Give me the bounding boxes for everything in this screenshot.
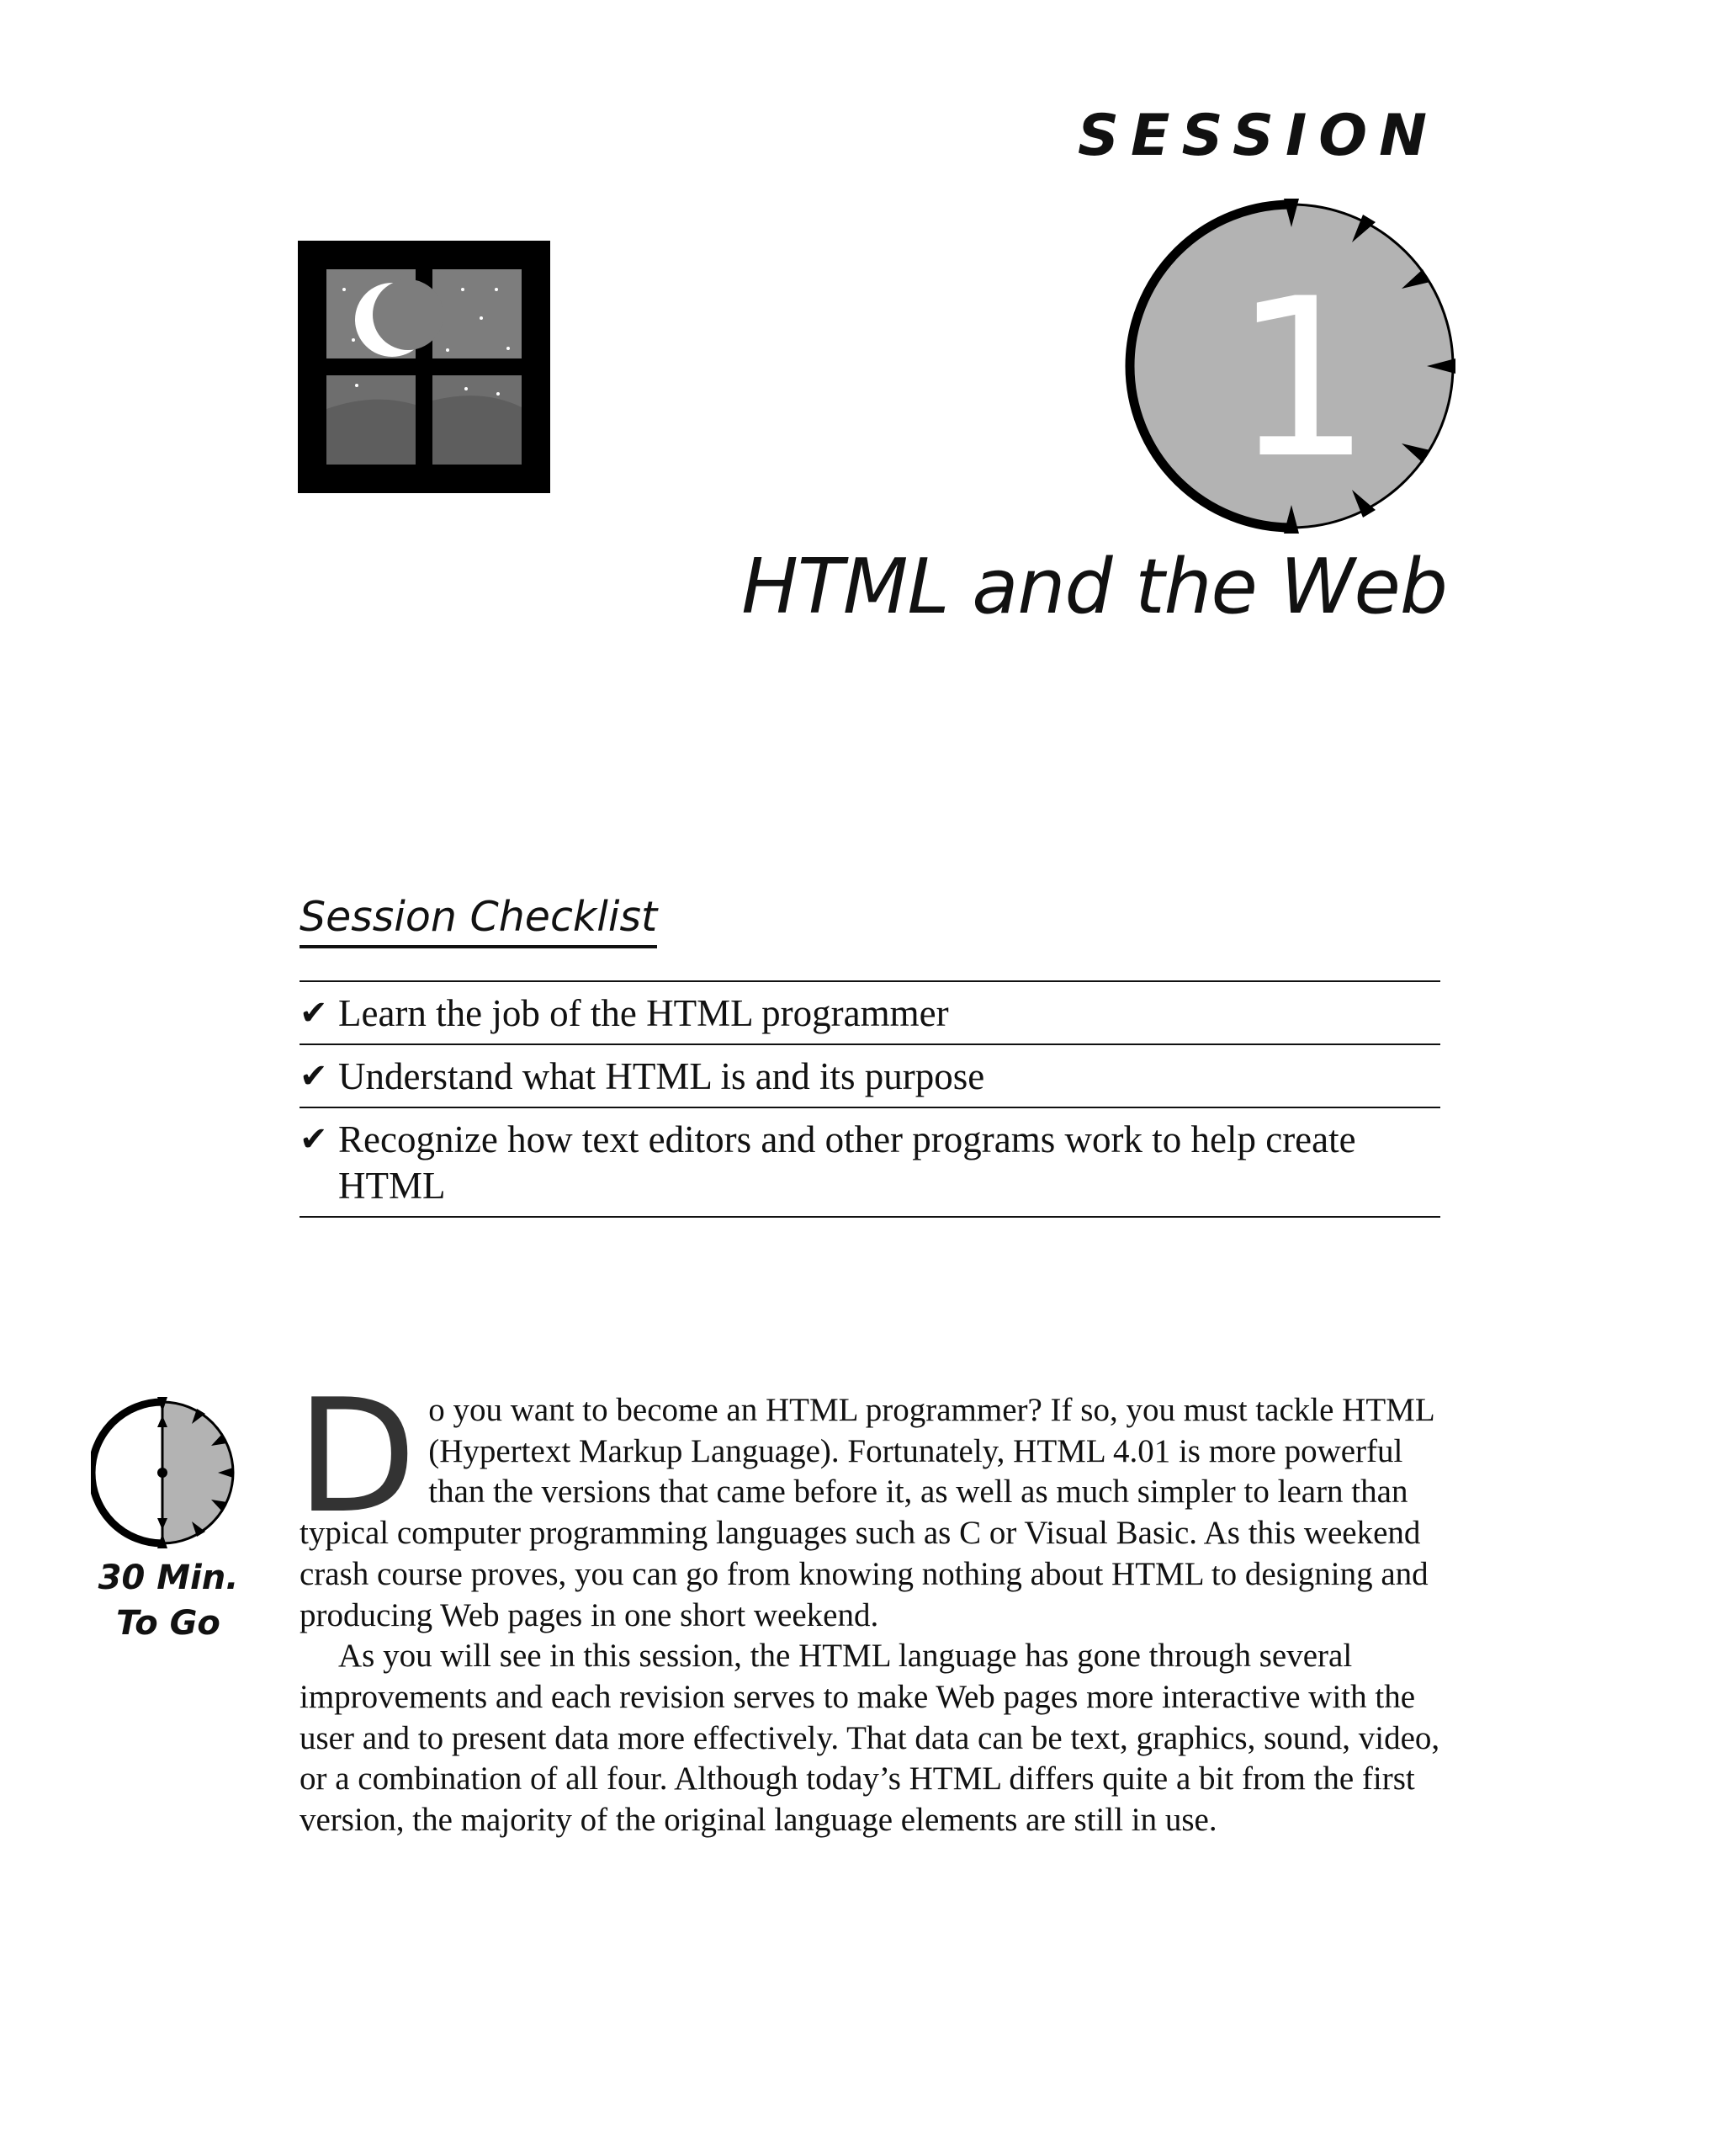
time-remaining-caption: To Go: [116, 1604, 220, 1643]
check-icon: ✔: [300, 1057, 328, 1096]
session-number: 1: [1233, 252, 1372, 507]
paragraph-2: As you will see in this session, the HTML language has gone through several improvements and each revision serves to make Web pages more interactive with the user and to present data more effectively. That data can be text, graphics, sound, video, or a combination of all four. Although today’s HTML differs quite a bit from the first version, the majority of the original language elements are still in use.: [300, 1638, 1440, 1839]
checklist-item: [300, 1045, 1440, 1108]
paragraph-1: [296, 1365, 1440, 1636]
check-icon: ✔: [300, 994, 328, 1033]
checklist-item-text: Understand what HTML is and its purpose: [338, 1055, 985, 1097]
session-clock-icon: [1094, 194, 1489, 555]
paragraph-1-text: o you want to become an HTML programmer? If so, you must tackle HTML (Hypertext Markup Language). Fortunately, HTML 4.01 is more powerful than the versions that came before it, as well as much simpler to learn than typical computer programming languages such as C or Visual Basic. As this weekend crash course proves, you can go from knowing nothing about HTML to designing and producing Web pages in one short weekend.: [300, 1392, 1434, 1633]
body-text: [296, 1365, 1440, 1841]
checklist-item-text: Learn the job of the HTML programmer: [338, 992, 949, 1034]
time-remaining-minutes: 30 Min.: [98, 1559, 239, 1597]
session-label: SESSION: [1078, 103, 1439, 169]
time-remaining-label: [67, 1555, 269, 1646]
chapter-title: HTML and the Web: [741, 543, 1447, 631]
session-checklist: [300, 980, 1440, 1218]
dropcap-letter: D: [296, 1365, 417, 1548]
checklist-heading: Session Checklist: [300, 895, 657, 948]
checklist-item: [300, 1108, 1440, 1218]
checklist-item: [300, 982, 1440, 1045]
check-icon: ✔: [300, 1120, 328, 1159]
checklist-item-text: Recognize how text editors and other programs work to help create HTML: [338, 1118, 1356, 1207]
night-window-icon: [298, 241, 550, 493]
timer-clock-icon: [91, 1397, 242, 1548]
